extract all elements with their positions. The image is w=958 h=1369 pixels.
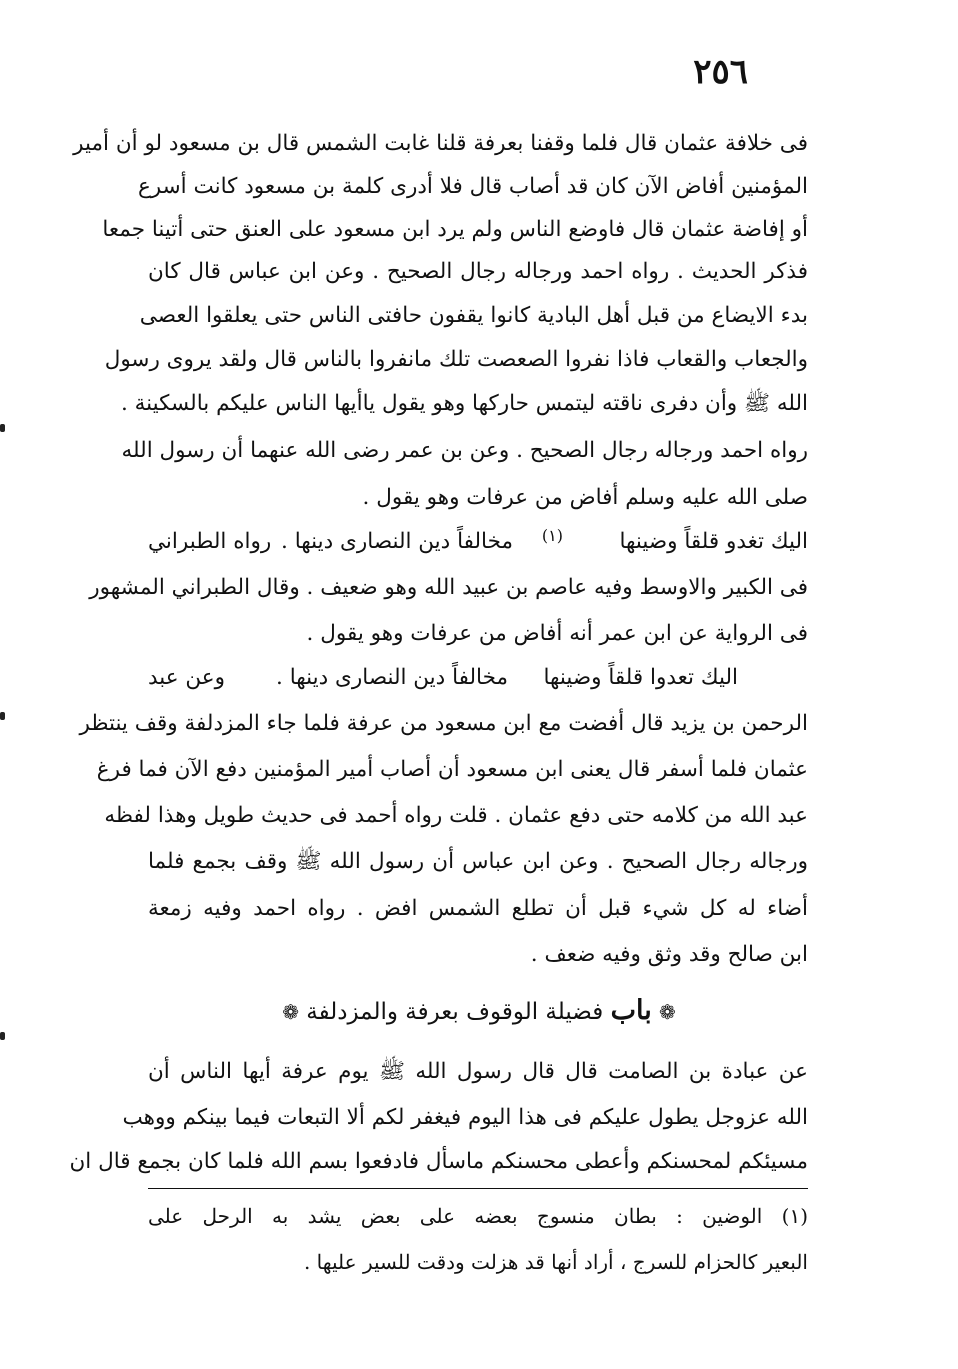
poem-hemistich-2: مخالفاً دين النصارى دينها . (281, 529, 513, 554)
ornament-icon: ❁ (659, 1000, 676, 1024)
body-line: عن عبادة بن الصامت قال قال رسول الله ﷺ يوم عرفة أيها الناس أن (148, 1059, 808, 1084)
page-number: ٢٥٦ (693, 52, 748, 92)
body-line: فى الرواية عن ابن عمر أنه أفاض من عرفات وهو يقول . (306, 621, 808, 646)
body-line: فذكر الحديث . رواه احمد ورجاله رجال الصحيح . وعن ابن عباس قال كان (148, 259, 808, 284)
body-line: أضاء له كل شيء قبل أن تطلع الشمس افض . رواه احمد وفيه زمعة (148, 896, 808, 921)
poem-verse (148, 658, 808, 698)
chapter-heading-bab: باب (610, 995, 652, 1026)
body-line: ابن صالح وقد وثق وفيه ضعف . (530, 942, 808, 967)
body-line: فى الكبير والاوسط وفيه عاصم بن عبيد الله وهو ضعيف . وقال الطبراني المشهور (89, 575, 808, 600)
body-line: رواه احمد ورجاله رجال الصحيح . وعن بن عمر رضى الله عنهما أن رسول الله (121, 438, 808, 463)
body-line: صلى الله عليه وسلم أفاض من عرفات وهو يقول . (362, 485, 808, 510)
poem-hemistich-1: اليك تعدوا قلقاً وضينها (543, 665, 738, 690)
body-line: بدء الايضاع من قبل أهل البادية كانوا يقفون حافتى الناس حتى يعلقوا العصى (139, 303, 808, 328)
footnote-marker: (١) (541, 526, 563, 545)
poem-hemistich-2: مخالفاً دين النصارى دينها . (276, 665, 508, 690)
scan-margin-mark (0, 1032, 5, 1040)
body-line: ورجاله رجال الصحيح . وعن ابن عباس أن رسول الله ﷺ وقف بجمع فلما (148, 849, 808, 874)
body-line: عبد الله من كلامه حتى دفع عثمان . قلت رواه أحمد فى حديث طويل وهذا لفظه (104, 803, 808, 828)
footnote-divider (148, 1188, 808, 1189)
poem-continuation: رواه الطبراني (148, 529, 272, 554)
body-line: عثمان فلما أسفر قال يعنى ابن مسعود أن أصاب أمير المؤمنين دفع الآن فما فرغ (96, 757, 808, 782)
footnote-line: البعير كالحزام للسرج ، أراد أنها قد هزلت ودقت للسير عليها . (303, 1250, 808, 1274)
body-line: الله ﷺ وأن دفرى ناقته ليتمس حاركها وهو يقول ياأيها الناس عليكم بالسكينة . (120, 391, 808, 416)
poem-continuation: وعن عبد (148, 665, 226, 690)
body-line: الرحمن بن يزيد قال أفضت مع ابن مسعود من عرفة فلما جاء المزدلفة وقف ينتظر (79, 711, 808, 736)
ornament-icon: ❁ (282, 1000, 299, 1024)
body-line: الله عزوجل يطول عليكم فى هذا اليوم فيغفر لكم ألا التبعات فيما بينكم ووهب (122, 1105, 808, 1130)
scan-margin-mark (0, 712, 5, 720)
body-line: أو إفاضة عثمان قال فاوضع الناس ولم يرد ابن مسعود على العنق حتى أتينا جمعا (102, 217, 808, 242)
body-line: المؤمنين أفاض الآن كان قد أصاب قال فلا أدرى كلمة بن مسعود كانت أسرع (137, 174, 808, 199)
body-line: والجعاب والقعاب فاذا نفروا الصعصت تلك مانفروا بالناس قال ولقد يروى رسول (104, 347, 808, 372)
poem-verse (148, 522, 808, 562)
footnote-line: (١) الوضين : بطان منسوج بعضه على بعض يشد به الرحل على (148, 1204, 808, 1228)
chapter-heading (0, 988, 958, 1034)
scan-margin-mark (0, 424, 5, 432)
body-line: فى خلافة عثمان قال فلما وقفنا بعرفة قلنا غابت الشمس قال بن مسعود لو أن أمير (73, 131, 808, 156)
body-line: مسيئكم لمحسنكم وأعطى محسنكم ماسأل فادفعوا بسم الله فلما كان بجمع قال ان (69, 1149, 808, 1174)
chapter-heading-title: فضيلة الوقوف بعرفة والمزدلفة (306, 999, 604, 1025)
poem-hemistich-1: اليك تغدو قلقاً وضينها (619, 529, 808, 554)
